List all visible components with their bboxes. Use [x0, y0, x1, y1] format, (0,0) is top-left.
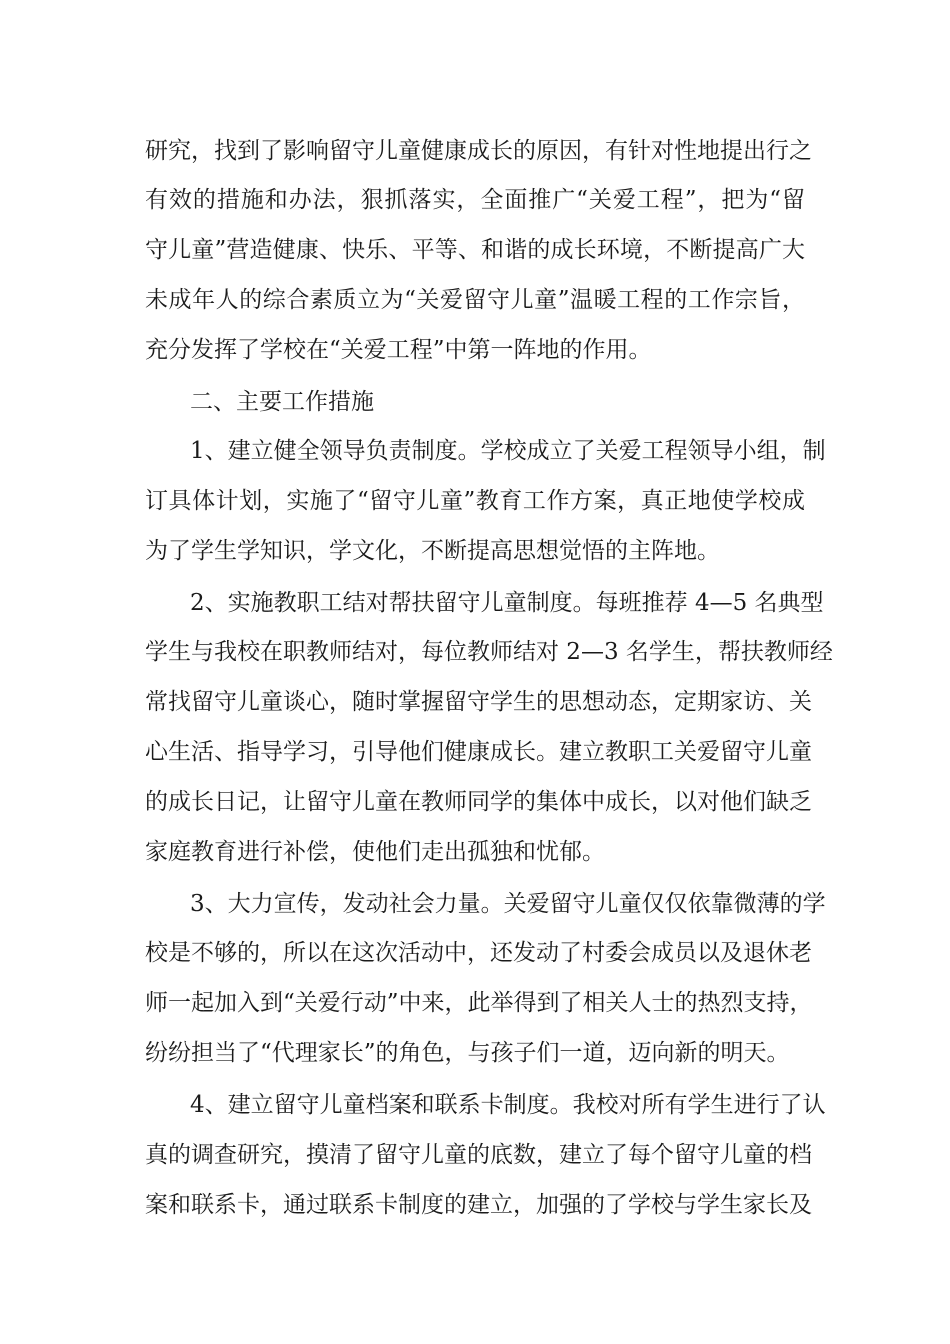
text-line: 研究，找到了影响留守儿童健康成长的原因，有针对性地提出行之 — [145, 138, 812, 164]
text-line: 2、实施教职工结对帮扶留守儿童制度。每班推荐 4—5 名典型 — [190, 590, 824, 616]
text-line: 学生与我校在职教师结对，每位教师结对 2—3 名学生，帮扶教师经 — [145, 639, 833, 665]
text-line: 未成年人的综合素质立为“关爱留守儿童”温暖工程的工作宗旨， — [145, 287, 805, 313]
text-line: 师一起加入到“关爱行动”中来，此举得到了相关人士的热烈支持， — [145, 990, 813, 1016]
text-line: 纷纷担当了“代理家长”的角色，与孩子们一道，迈向新的明天。 — [145, 1040, 790, 1066]
text-line: 校是不够的，所以在这次活动中，还发动了村委会成员以及退休老 — [145, 940, 812, 966]
text-line: 案和联系卡，通过联系卡制度的建立，加强的了学校与学生家长及 — [145, 1192, 812, 1218]
text-line: 3、大力宣传，发动社会力量。关爱留守儿童仅仅依靠微薄的学 — [190, 891, 826, 917]
text-line: 常找留守儿童谈心，随时掌握留守学生的思想动态，定期家访、关 — [145, 689, 812, 715]
text-line: 1、建立健全领导负责制度。学校成立了关爱工程领导小组，制 — [190, 438, 826, 464]
text-line: 4、建立留守儿童档案和联系卡制度。我校对所有学生进行了认 — [190, 1092, 826, 1118]
section-heading: 二、主要工作措施 — [190, 389, 374, 415]
text-line: 的成长日记，让留守儿童在教师同学的集体中成长，以对他们缺乏 — [145, 789, 812, 815]
text-line: 为了学生学知识，学文化，不断提高思想觉悟的主阵地。 — [145, 538, 720, 564]
text-line: 订具体计划，实施了“留守儿童”教育工作方案，真正地使学校成 — [145, 488, 805, 514]
text-line: 心生活、指导学习，引导他们健康成长。建立教职工关爱留守儿童 — [145, 739, 812, 765]
text-line: 有效的措施和办法，狠抓落实，全面推广“关爱工程”，把为“留 — [145, 187, 805, 213]
text-line: 家庭教育进行补偿，使他们走出孤独和忧郁。 — [145, 839, 605, 865]
text-line: 充分发挥了学校在“关爱工程”中第一阵地的作用。 — [145, 337, 652, 363]
text-line: 守儿童”营造健康、快乐、平等、和谐的成长环境，不断提高广大 — [145, 237, 805, 263]
text-line: 真的调查研究，摸清了留守儿童的底数，建立了每个留守儿童的档 — [145, 1142, 812, 1168]
